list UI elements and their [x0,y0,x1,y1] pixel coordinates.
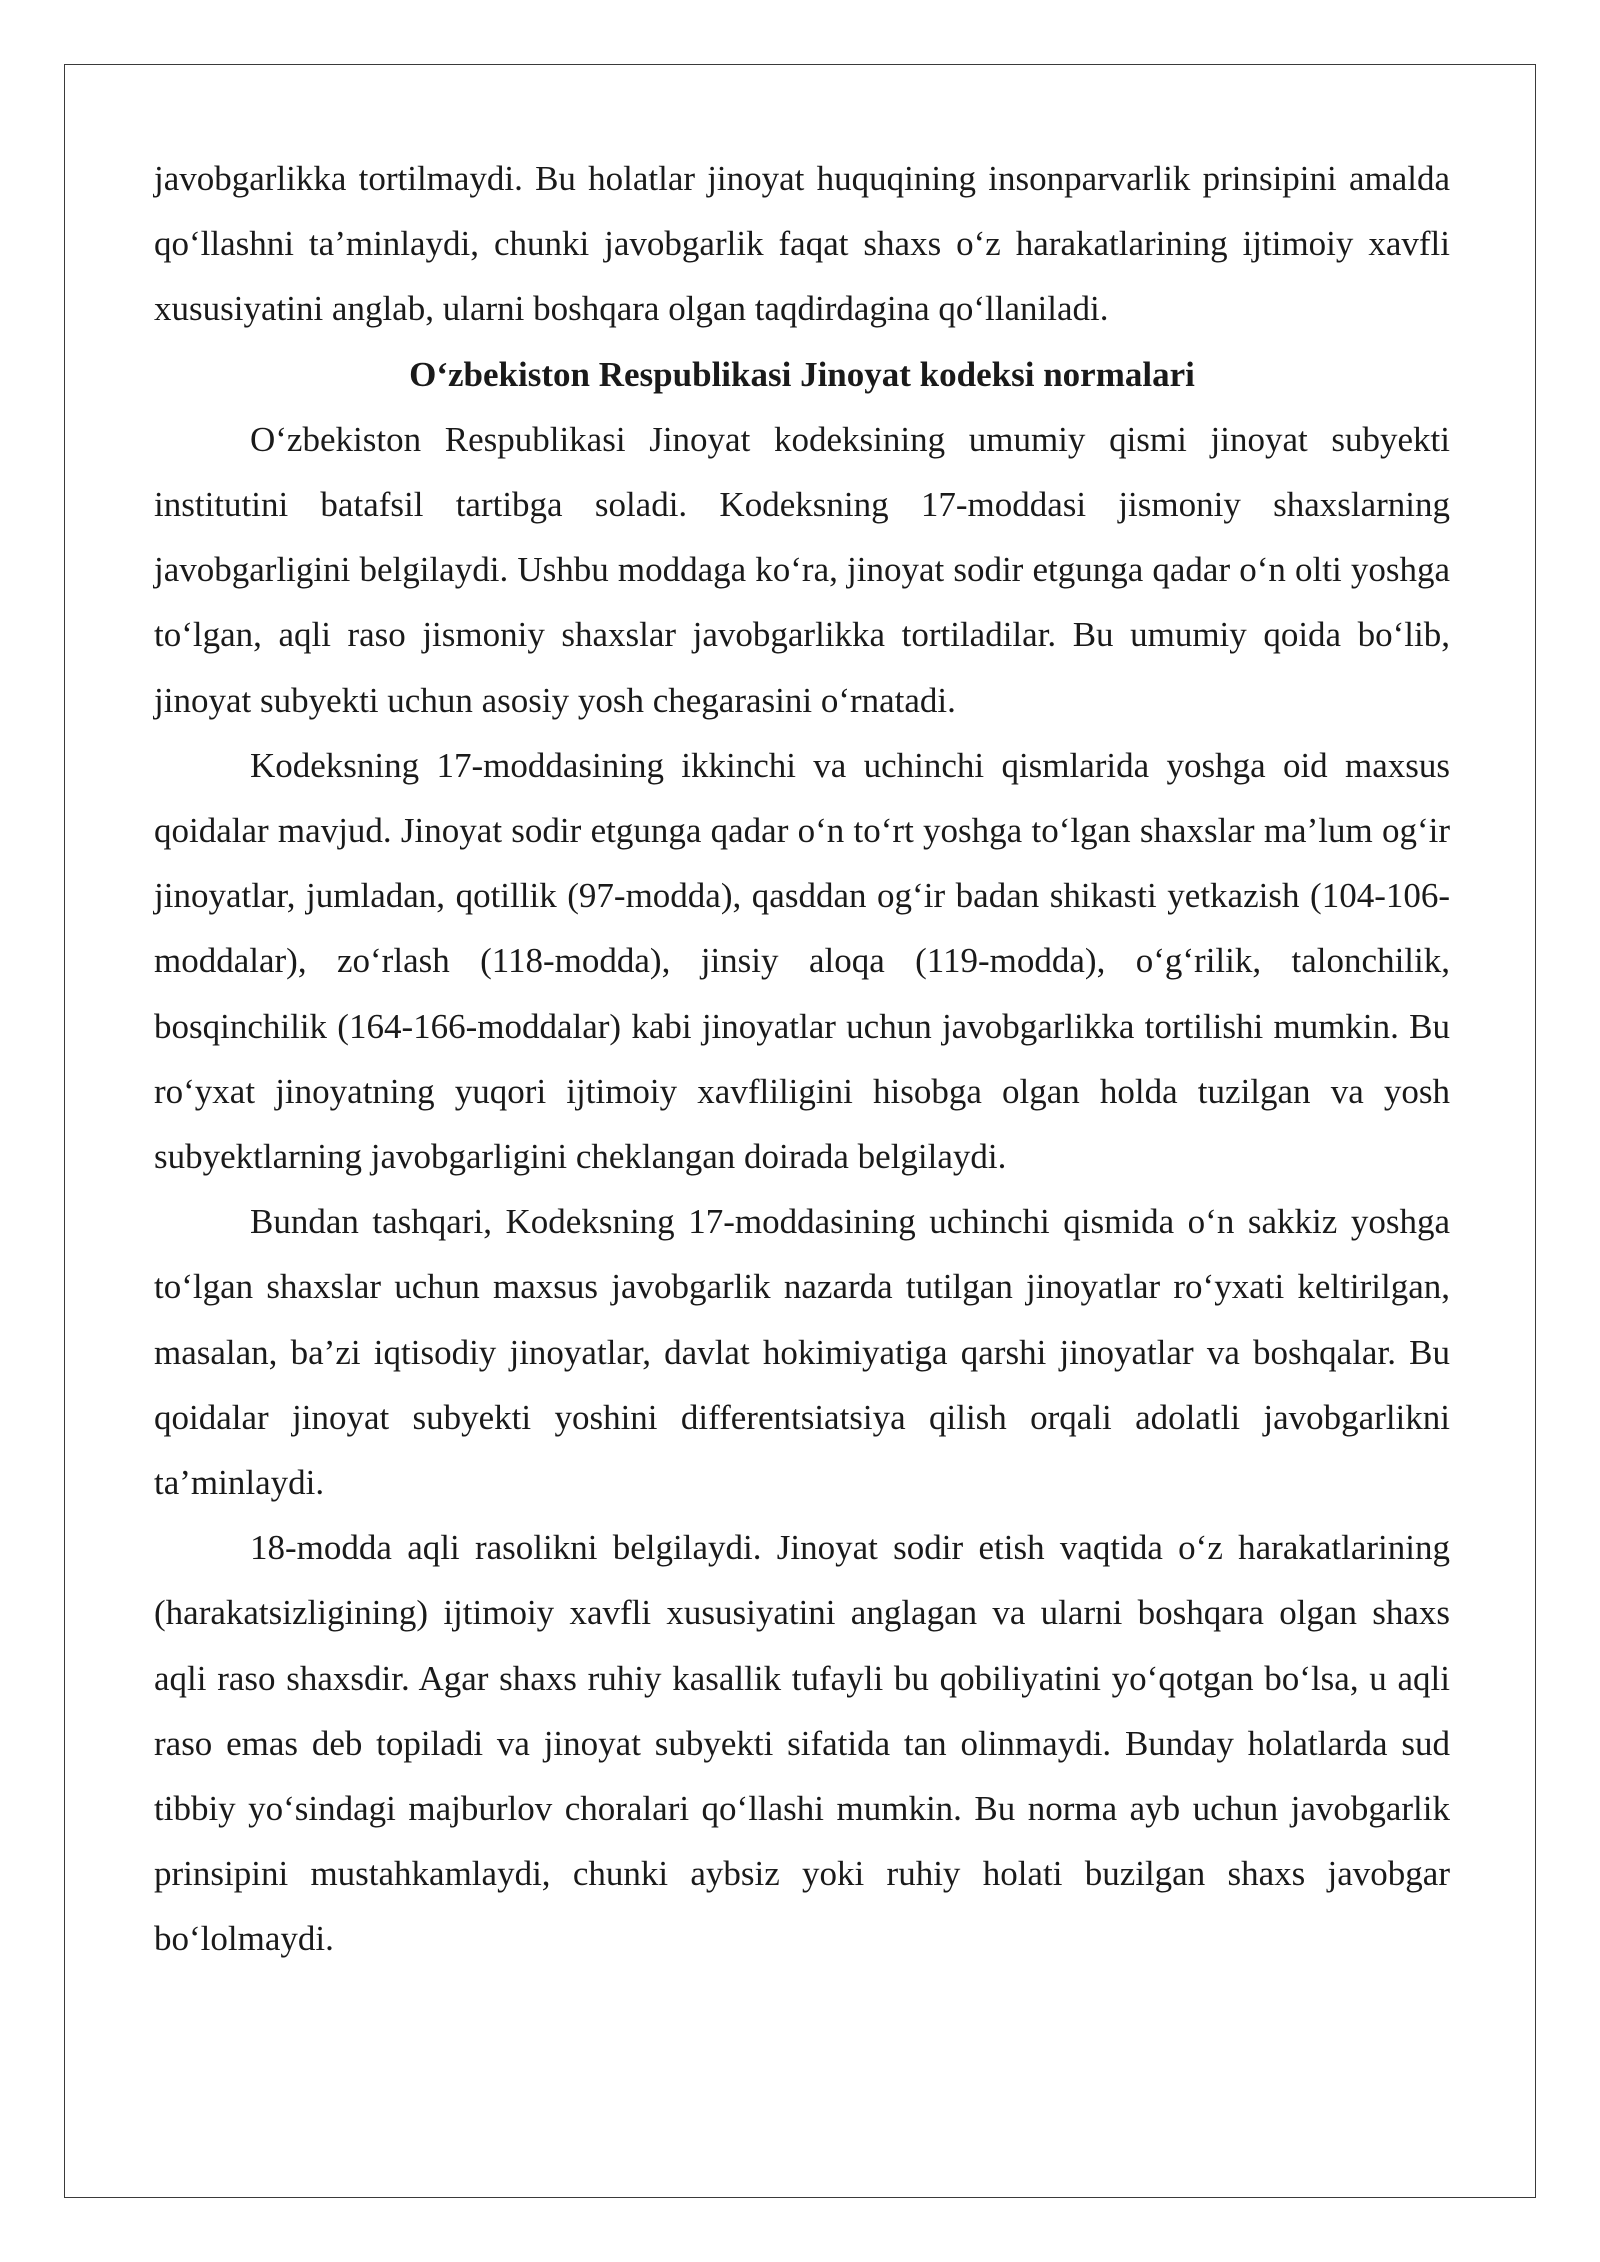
document-body [154,146,1450,1972]
paragraph-article-18-sanity: 18-modda aqli rasolikni belgilaydi. Jinoyat sodir etish vaqtida o‘z harakatlarining (harakatsizligining) ijtimoiy xavfli xususiyatini anglagan va ularni boshqara olgan shaxs aqli raso shaxsdir. Agar shaxs ruhiy kasallik tufayli bu qobiliyatini yo‘qotgan bo‘lsa, u aqli raso emas deb topiladi va jinoyat subyekti sifatida tan olinmaydi. Bunday holatlarda sud tibbiy yo‘sindagi majburlov choralari qo‘llashi mumkin. Bu norma ayb uchun javobgarlik prinsipini mustahkamlaydi, chunki aybsiz yoki ruhiy holati buzilgan shaxs javobgar bo‘lolmaydi. [154,1528,1450,1959]
paragraph-article-17-general: O‘zbekiston Respublikasi Jinoyat kodeksining umumiy qismi jinoyat subyekti institutini batafsil tartibga soladi. Kodeksning 17-moddasi jismoniy shaxslarning javobgarligini belgilaydi. Ushbu moddaga ko‘ra, jinoyat sodir etgunga qadar o‘n olti yoshga to‘lgan, aqli raso jismoniy shaxslar javobgarlikka tortiladilar. Bu umumiy qoida bo‘lib, jinoyat subyekti uchun asosiy yosh chegarasini o‘rnatadi. [154,419,1450,720]
paragraph-article-17-part-three: Bundan tashqari, Kodeksning 17-moddasining uchinchi qismida o‘n sakkiz yoshga to‘lgan shaxslar uchun maxsus javobgarlik nazarda tutilgan jinoyatlar ro‘yxati keltirilgan, masalan, ba’zi iqtisodiy jinoyatlar, davlat hokimiyatiga qarshi jinoyatlar va boshqalar. Bu qoidalar jinoyat subyekti yoshini differentsiatsiya qilish orqali adolatli javobgarlikni ta’minlaydi. [154,1202,1450,1503]
section-heading: O‘zbekiston Respublikasi Jinoyat kodeksi normalari [409,354,1195,394]
paragraph-continued: javobgarlikka tortilmaydi. Bu holatlar jinoyat huquqining insonparvarlik prinsipini amalda qo‘llashni ta’minlaydi, chunki javobgarlik faqat shaxs o‘z harakatlarining ijtimoiy xavfli xususiyatini anglab, ularni boshqara olgan taqdirdagina qo‘llaniladi. [154,159,1450,329]
paragraph-article-17-special-rules: Kodeksning 17-moddasining ikkinchi va uchinchi qismlarida yoshga oid maxsus qoidalar mavjud. Jinoyat sodir etgunga qadar o‘n to‘rt yoshga to‘lgan shaxslar ma’lum og‘ir jinoyatlar, jumladan, qotillik (97-modda), qasddan og‘ir badan shikasti yetkazish (104-106-moddalar), zo‘rlash (118-modda), jinsiy aloqa (119-modda), o‘g‘rilik, talonchilik, bosqinchilik (164-166-moddalar) kabi jinoyatlar uchun javobgarlikka tortilishi mumkin. Bu ro‘yxat jinoyatning yuqori ijtimoiy xavfliligini hisobga olgan holda tuzilgan va yosh subyektlarning javobgarligini cheklangan doirada belgilaydi. [154,745,1450,1177]
